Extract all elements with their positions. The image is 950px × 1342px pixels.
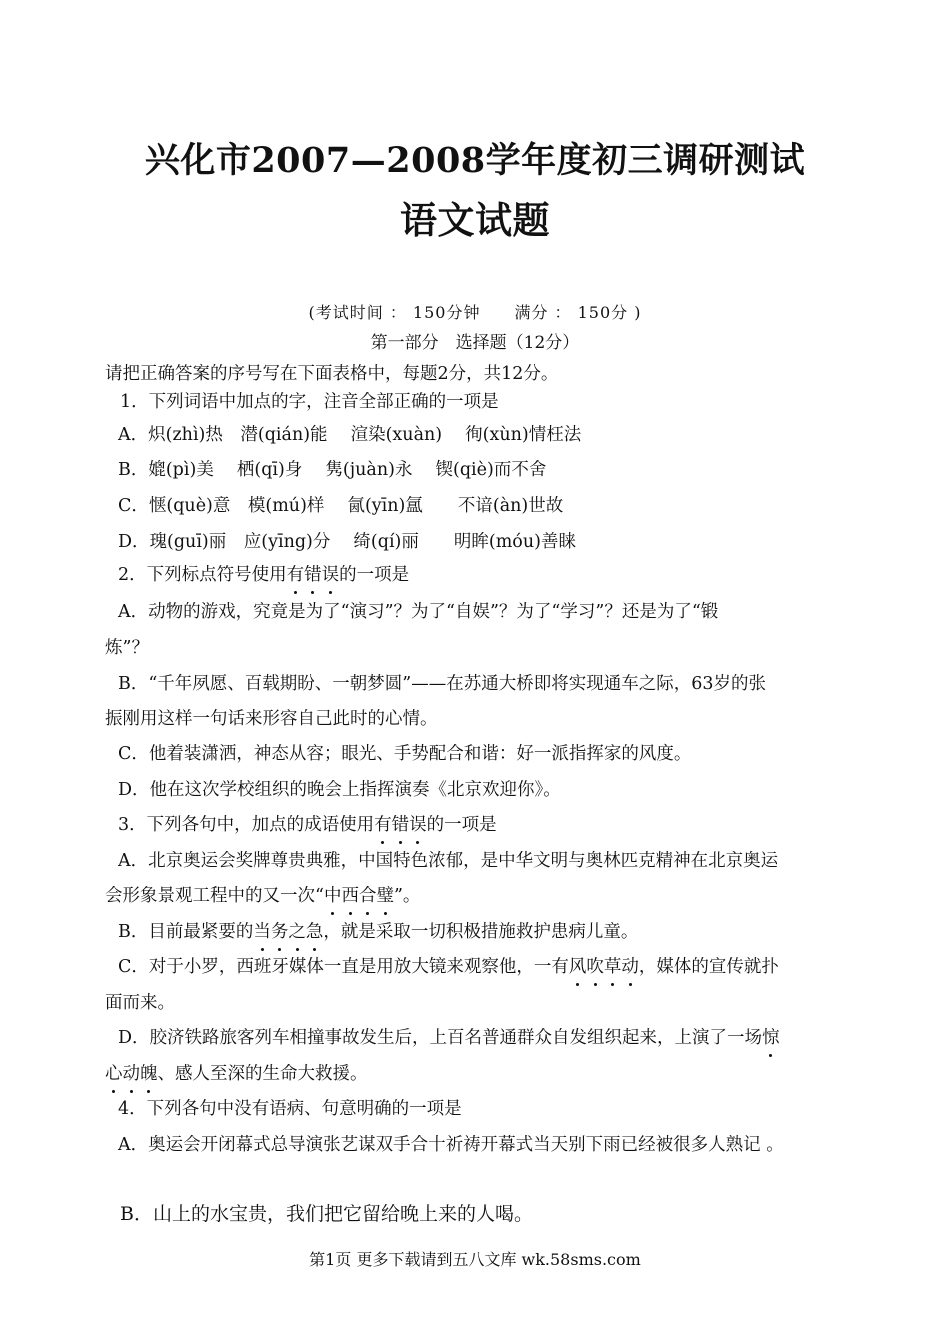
q3-option-d-line2 <box>105 1062 368 1086</box>
q1-option-b: B．媲(pì)美 栖(qī)身 隽(juàn)永 锲(qiè)而不舍 <box>118 460 547 480</box>
q1-option-c: C．惬(què)意 模(mú)样 氤(yīn)氲 不谙(àn)世故 <box>118 496 564 516</box>
idiom-char: 之 <box>288 922 306 942</box>
q1-option-d: D．瑰(guī)丽 应(yīng)分 绮(qí)丽 明眸(móu)善睐 <box>118 532 576 552</box>
q3-stem-post: 的一项是 <box>426 815 497 835</box>
idiom-char: 风 <box>568 957 587 977</box>
q3-d-pre: D．胶济铁路旅客列车相撞事故发生后，上百名普通群众自发组织起来，上演了一场 <box>118 1028 763 1048</box>
q2-option-a-line2: 炼”？ <box>105 638 149 658</box>
idiom-char: 动 <box>621 957 639 977</box>
q2-option-b-line1: B．“千年夙愿、百载期盼、一朝梦圆”——在苏通大桥即将实现通车之际，63岁的张 <box>118 674 767 694</box>
q2-stem <box>118 563 409 587</box>
q3-d-post: 、感人至深的生命大救援。 <box>157 1064 368 1084</box>
q3-stem <box>118 813 497 837</box>
emphasis-char: 错 <box>304 565 322 585</box>
idiom-char: 急 <box>305 922 324 942</box>
exam-title: 兴化市2007—2008学年度初三调研测试 <box>144 140 806 181</box>
q3-option-a-line1: A．北京奥运会奖牌尊贵典雅，中国特色浓郁，是中华文明与奥林匹克精神在北京奥运 <box>118 851 779 871</box>
instruction: 请把正确答案的序号写在下面表格中，每题2分，共12分。 <box>105 364 559 384</box>
idiom-char: 惊 <box>762 1028 780 1048</box>
emphasis-char: 错 <box>391 815 410 835</box>
q2-option-b-line2: 振刚用这样一句话来形容自己此时的心情。 <box>105 709 438 729</box>
emphasis-char: 误 <box>321 565 340 585</box>
q3-b-post: ，就是采取一切积极措施救护患病儿童。 <box>323 922 639 942</box>
exam-subject: 语文试题 <box>400 198 550 242</box>
part-title: 第一部分 选择题（12分） <box>370 333 580 353</box>
q3-stem-pre: 3．下列各句中，加点的成语使用 <box>118 815 375 835</box>
q3-option-c-line2: 面而来。 <box>105 993 175 1013</box>
q3-option-d-line1 <box>118 1026 780 1050</box>
emphasis-char: 误 <box>409 815 427 835</box>
q3-option-c-line1 <box>118 955 779 979</box>
q3-c-pre: C．对于小罗，西班牙媒体一直是用放大镜来观察他，一有 <box>118 957 569 977</box>
page-footer: 第1页 更多下载请到五八文库 wk.58sms.com <box>309 1250 641 1269</box>
emphasis-char: 有 <box>286 565 305 585</box>
idiom-char: 中 <box>323 886 342 906</box>
q4-stem: 4．下列各句中没有语病、句意明确的一项是 <box>118 1099 462 1119</box>
q2-stem-pre: 2．下列标点符号使用 <box>118 565 287 585</box>
idiom-char: 合 <box>358 886 377 906</box>
q2-option-a-line1: A．动物的游戏，究竟是为了“演习”？为了“自娱”？为了“学习”？还是为了“锻 <box>118 602 719 622</box>
q2-option-c: C．他着装潇洒，神态从容；眼光、手势配合和谐：好一派指挥家的风度。 <box>118 744 692 764</box>
q3-b-pre: B．目前最紧要的 <box>118 922 254 942</box>
q3-a-pre: 会形象景观工程中的又一次“ <box>105 886 324 906</box>
q3-option-a-line2 <box>105 884 420 908</box>
q4-option-a: A．奥运会开闭幕式总导演张艺谋双手合十祈祷开幕式当天别下雨已经被很多人熟记 。 <box>118 1135 784 1155</box>
q1-stem: 1．下列词语中加点的字，注音全部正确的一项是 <box>120 392 499 412</box>
idiom-char: 璧 <box>376 886 394 906</box>
idiom-char: 务 <box>270 922 289 942</box>
idiom-char: 西 <box>341 886 359 906</box>
exam-info: (考试时间 ： 150分钟 满分 ： 150分 ) <box>308 303 642 322</box>
idiom-char: 草 <box>603 957 622 977</box>
q2-stem-post: 的一项是 <box>339 565 410 585</box>
q3-option-b <box>118 920 638 944</box>
idiom-char: 魄 <box>140 1064 158 1084</box>
idiom-char: 心 <box>105 1064 123 1084</box>
q4-option-b: B．山上的水宝贵，我们把它留给晚上来的人喝。 <box>120 1203 533 1225</box>
idiom-char: 动 <box>122 1064 140 1084</box>
idiom-char: 当 <box>253 922 271 942</box>
idiom-char: 吹 <box>586 957 604 977</box>
q3-c-post: ，媒体的宣传就扑 <box>638 957 779 977</box>
emphasis-char: 有 <box>374 815 392 835</box>
q3-a-post: ”。 <box>393 886 421 906</box>
q1-option-a: A．炽(zhì)热 潜(qián)能 渲染(xuàn) 徇(xùn)情枉法 <box>118 425 582 445</box>
q2-option-d: D．他在这次学校组织的晚会上指挥演奏《北京欢迎你》。 <box>118 780 561 800</box>
